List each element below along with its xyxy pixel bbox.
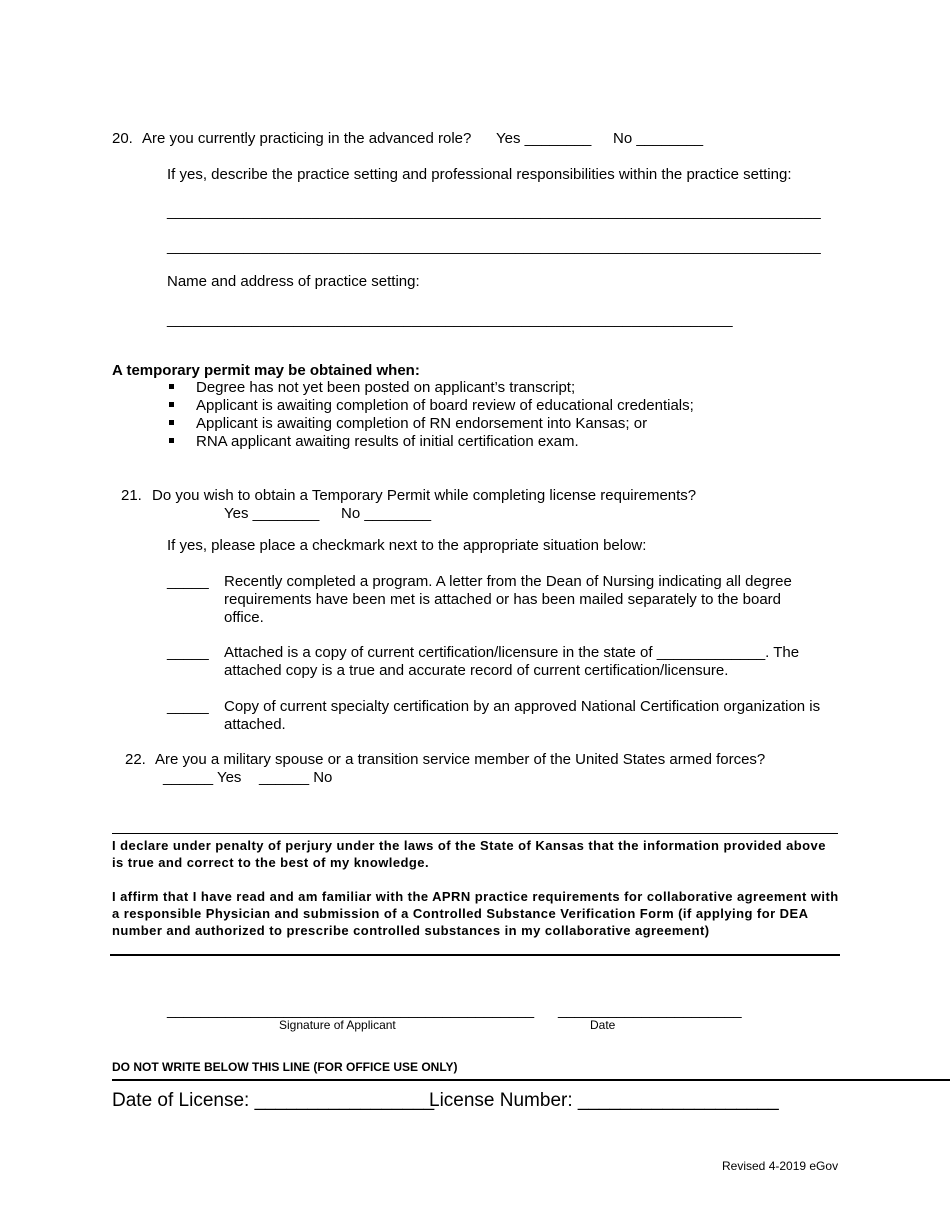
q20-no-field[interactable]: No ________ bbox=[613, 130, 704, 147]
bullet-icon bbox=[169, 438, 174, 443]
q21-question: Do you wish to obtain a Temporary Permit while completing license requirements? bbox=[152, 487, 697, 504]
declaration-perjury: I declare under penalty of perjury under the laws of the State of Kansas that the information provided above is true and correct to the best of my knowledge. bbox=[112, 838, 826, 870]
signature-line[interactable]: ____________________________________________ bbox=[167, 1002, 535, 1019]
declaration-affirm: I affirm that I have read and am familiar with the APRN practice requirements for collaborative agreement with a responsible Physician and submission of a Controlled Substance Verification Form (if applying for DEA number and authorized to prescribe controlled substances in my collaborative agreement) bbox=[112, 889, 839, 938]
temp-permit-item-4: RNA applicant awaiting results of initial certification exam. bbox=[196, 433, 579, 450]
q21-yes-field[interactable]: Yes ________ bbox=[224, 505, 320, 522]
q20-question: Are you currently practicing in the advanced role? bbox=[142, 130, 472, 147]
temp-permit-item-3: Applicant is awaiting completion of RN endorsement into Kansas; or bbox=[196, 415, 648, 432]
office-use-notice: DO NOT WRITE BELOW THIS LINE (FOR OFFICE USE ONLY) bbox=[112, 1060, 458, 1074]
q20-number: 20. bbox=[112, 130, 133, 147]
date-of-license-field[interactable]: Date of License: _________________ bbox=[112, 1090, 435, 1111]
q21-check-prompt: If yes, please place a checkmark next to the appropriate situation below: bbox=[167, 537, 647, 554]
temp-permit-item-2: Applicant is awaiting completion of board review of educational credentials; bbox=[196, 397, 694, 414]
temp-permit-item-1: Degree has not yet been posted on applicant’s transcript; bbox=[196, 379, 576, 396]
q21-no-field[interactable]: No ________ bbox=[341, 505, 432, 522]
q21-option-2-text: Attached is a copy of current certification/licensure in the state of _____________. The attached copy is a true and accurate record of current certification/licensure. bbox=[224, 644, 800, 679]
q20-describe-line-1[interactable]: _____________________________________________________________________________ bbox=[167, 203, 821, 220]
q21-option-2-checkbox[interactable]: _____ bbox=[167, 644, 209, 661]
q21-option-1-checkbox[interactable]: _____ bbox=[167, 573, 209, 590]
declaration-bottom-rule bbox=[110, 954, 840, 956]
q21-option-3-text: Copy of current specialty certification by an approved National Certification organization is attached. bbox=[224, 698, 821, 733]
q20-describe-line-2[interactable]: _____________________________________________________________________________ bbox=[167, 238, 821, 255]
q21-number: 21. bbox=[121, 487, 142, 504]
signature-label: Signature of Applicant bbox=[279, 1018, 396, 1032]
bullet-icon bbox=[169, 420, 174, 425]
revision-note: Revised 4-2019 eGov bbox=[722, 1159, 839, 1173]
q20-name-line[interactable]: ___________________________________________________________________ bbox=[167, 311, 733, 328]
q21-option-3-checkbox[interactable]: _____ bbox=[167, 698, 209, 715]
q21-option-1-text: Recently completed a program. A letter from the Dean of Nursing indicating all degree requirements have been met is attached or has been mailed separately to the board office. bbox=[224, 573, 792, 626]
q20-name-prompt: Name and address of practice setting: bbox=[167, 273, 420, 290]
license-number-field[interactable]: License Number: ___________________ bbox=[429, 1090, 779, 1111]
bullet-icon bbox=[169, 402, 174, 407]
office-use-rule bbox=[112, 1079, 950, 1081]
declaration-top-rule bbox=[112, 833, 838, 834]
q22-no-field[interactable]: ______ No bbox=[259, 769, 333, 786]
bullet-icon bbox=[169, 384, 174, 389]
q22-question: Are you a military spouse or a transition service member of the United States armed forces? bbox=[155, 751, 766, 768]
date-label: Date bbox=[590, 1018, 616, 1032]
temp-permit-heading: A temporary permit may be obtained when: bbox=[112, 362, 420, 379]
date-line[interactable]: ______________________ bbox=[558, 1002, 742, 1019]
q20-yes-field[interactable]: Yes ________ bbox=[496, 130, 592, 147]
q22-yes-field[interactable]: ______ Yes bbox=[163, 769, 242, 786]
q22-number: 22. bbox=[125, 751, 146, 768]
q20-describe-prompt: If yes, describe the practice setting and professional responsibilities within the practice setting: bbox=[167, 166, 792, 183]
